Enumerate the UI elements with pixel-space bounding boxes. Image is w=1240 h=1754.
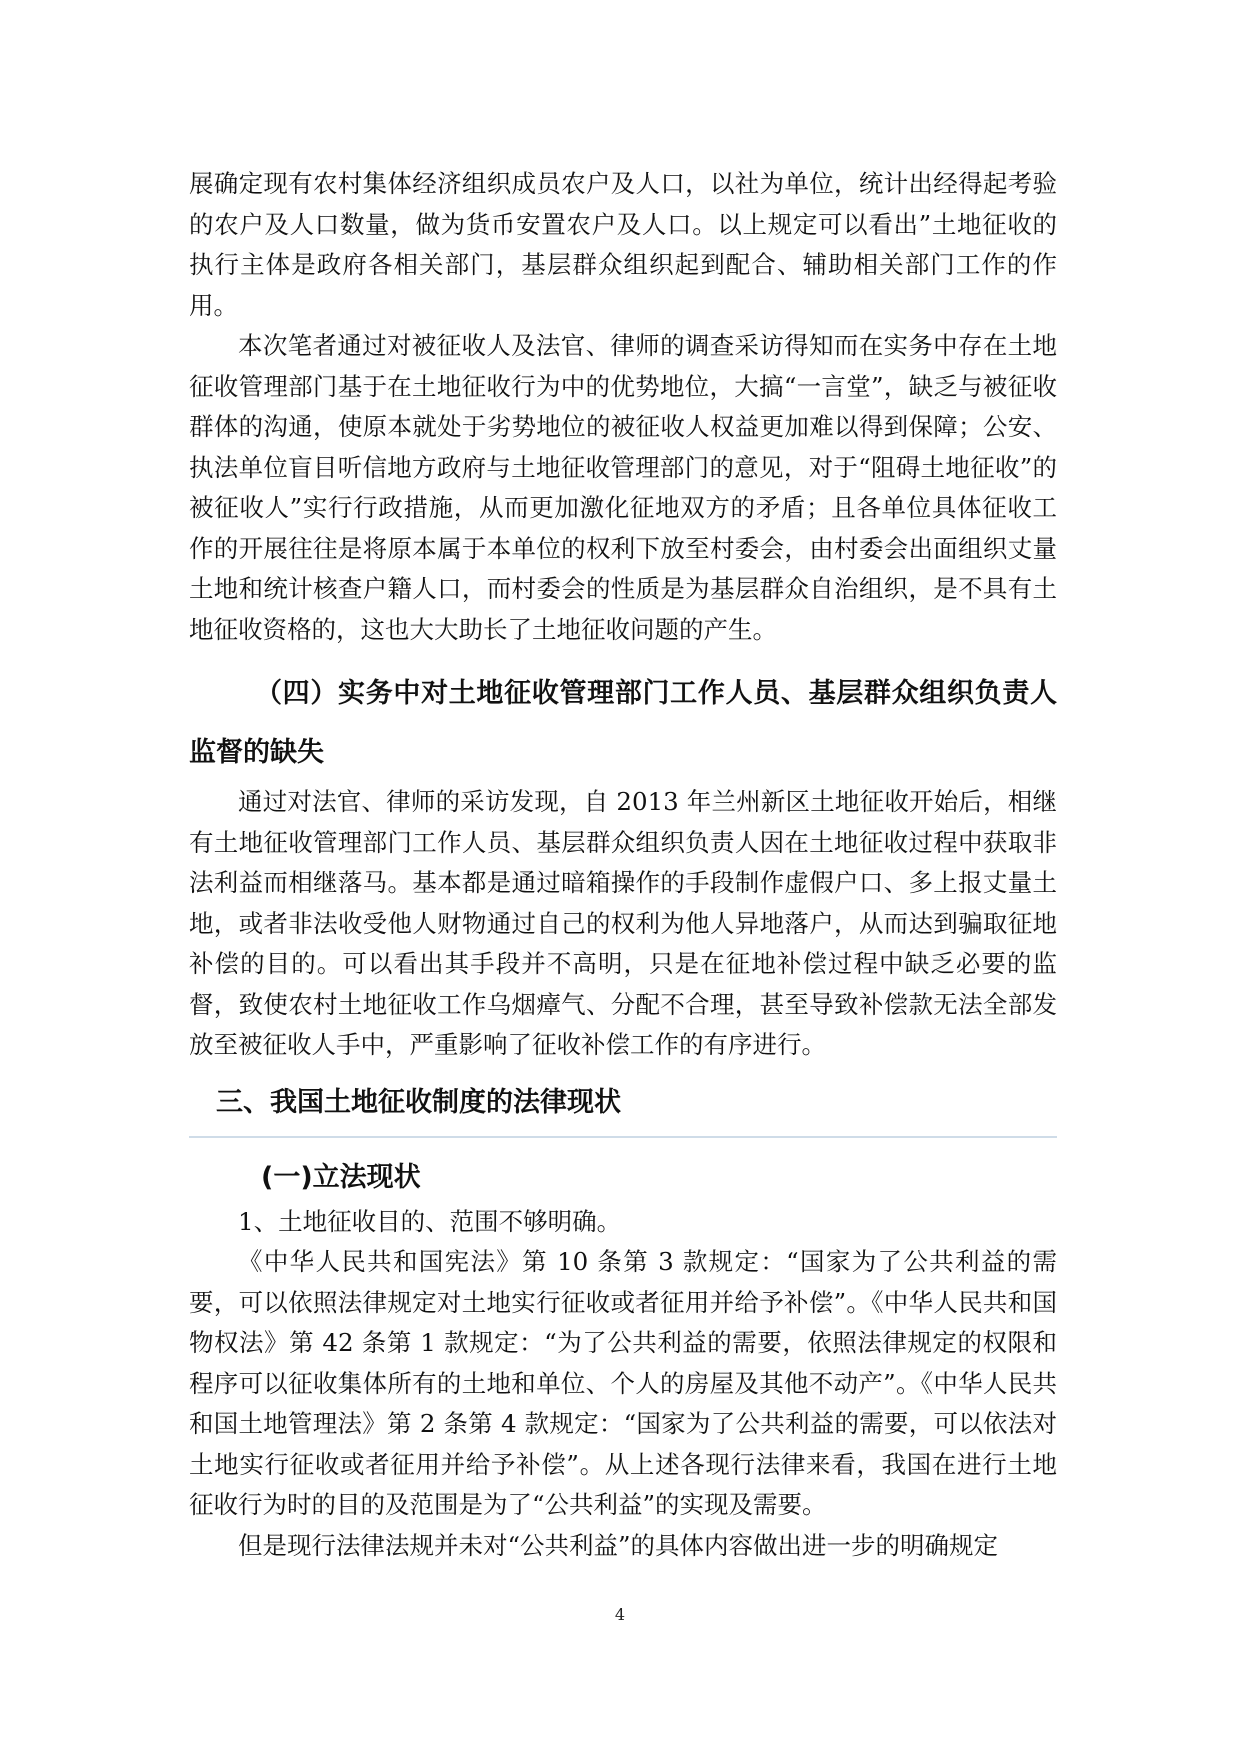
subsection-heading: （四）实务中对土地征收管理部门工作人员、基层群众组织负责人监督的缺失 <box>189 678 1057 768</box>
body-paragraph: 展确定现有农村集体经济组织成员农户及人口，以社为单位，统计出经得起考验的农户及人口数量，做为货币安置农户及人口。以上规定可以看出”土地征收的执行主体是政府各相关部门，基层群众组织起到配合、辅助相关部门工作的作用。 <box>189 169 1057 320</box>
page-body <box>189 164 1057 1566</box>
page-number: 4 <box>614 1605 626 1624</box>
section-heading: 三、我国土地征收制度的法律现状 <box>189 1080 1057 1138</box>
body-paragraph: 《中华人民共和国宪法》第 10 条第 3 款规定：“国家为了公共利益的需要，可以依照法律规定对土地实行征收或者征用并给予补偿”。《中华人民共和国物权法》第 42 条第 1 款规定：“为了公共利益的需要，依照法律规定的权限和程序可以征收集体所有的土地和单位、个人的房屋及其他不动产”。《中华人民共和国土地管理法》第 2 条第 4 款规定：“国家为了公共利益的需要，可以依法对土地实行征收或者征用并给予补偿”。从上述各现行法律来看，我国在进行土地征收行为时的目的及范围是为了“公共利益”的实现及需要。 <box>189 1247 1057 1519</box>
body-paragraph: 本次笔者通过对被征收人及法官、律师的调查采访得知而在实务中存在土地征收管理部门基于在土地征收行为中的优势地位，大搞“一言堂”，缺乏与被征收群体的沟通，使原本就处于劣势地位的被征收人权益更加难以得到保障；公安、执法单位盲目听信地方政府与土地征收管理部门的意见，对于“阻碍土地征收”的被征收人”实行行政措施，从而更加激化征地双方的矛盾；且各单位具体征收工作的开展往往是将原本属于本单位的权利下放至村委会，由村委会出面组织丈量土地和统计核查户籍人口，而村委会的性质是为基层群众自治组织，是不具有土地征收资格的，这也大大助长了土地征收问题的产生。 <box>189 331 1057 644</box>
body-paragraph: 通过对法官、律师的采访发现，自 2013 年兰州新区土地征收开始后，相继有土地征收管理部门工作人员、基层群众组织负责人因在土地征收过程中获取非法利益而相继落马。基本都是通过暗箱操作的手段制作虚假户口、多上报丈量土地，或者非法收受他人财物通过自己的权利为他人异地落户，从而达到骗取征地补偿的目的。可以看出其手段并不高明，只是在征地补偿过程中缺乏必要的监督，致使农村土地征收工作乌烟瘴气、分配不合理，甚至导致补偿款无法全部发放至被征收人手中，严重影响了征收补偿工作的有序进行。 <box>189 787 1057 1059</box>
body-paragraph: 但是现行法律法规并未对“公共利益”的具体内容做出进一步的明确规定 <box>238 1530 999 1560</box>
legislation-heading: (一)立法现状 <box>261 1161 421 1193</box>
list-item-paragraph: 1、土地征收目的、范围不够明确。 <box>238 1206 622 1236</box>
